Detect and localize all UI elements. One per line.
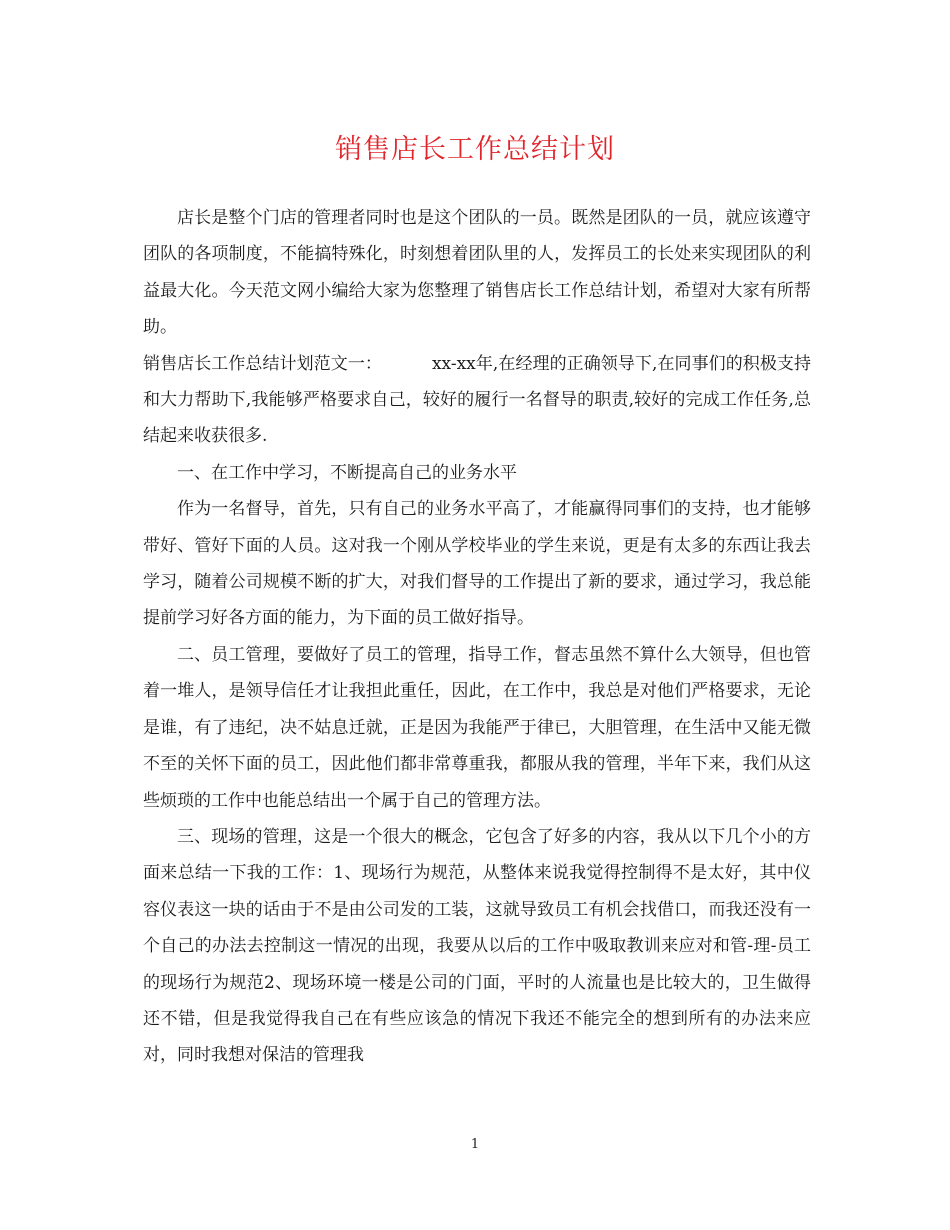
section-1-paragraph: 作为一名督导，首先，只有自己的业务水平高了，才能赢得同事们的支持，也才能够带好、管好下面的人员。这对我一个刚从学校毕业的学生来说，更是有太多的东西让我去学习，随着公司规模不断的扩大，对我们督导的工作提出了新的要求，通过学习，我总能提前学习好各方面的能力，为下面的员工做好指导。	[143, 499, 811, 629]
sample-text: xx-xx年,在经理的正确领导下,在同事们的积极支持和大力帮助下,我能够严格要求自己，较好的履行一名督导的职责,较好的完成工作任务,总结起来收获很多.	[143, 353, 812, 447]
section-heading-1: 一、在工作中学习，不断提高自己的业务水平	[177, 462, 517, 483]
document-body	[143, 200, 811, 1074]
page-number: 1	[470, 1137, 480, 1152]
intro-paragraph: 店长是整个门店的管理者同时也是这个团队的一员。既然是团队的一员，就应该遵守团队的各项制度，不能搞特殊化，时刻想着团队里的人，发挥员工的长处来实现团队的利益最大化。今天范文网小编给大家为您整理了销售店长工作总结计划，希望对大家有所帮助。	[143, 208, 811, 338]
sample-paragraph	[143, 346, 811, 455]
sample-label: 销售店长工作总结计划范文一：	[143, 353, 382, 374]
section-3-paragraph: 三、现场的管理，这是一个很大的概念，它包含了好多的内容，我从以下几个小的方面来总结一下我的工作：1、现场行为规范，从整体来说我觉得控制得不是太好，其中仪容仪表这一块的话由于不是由公司发的工装，这就导致员工有机会找借口，而我还没有一个自己的办法去控制这一情况的出现，我要从以后的工作中吸取教训来应对和管-理-员工的现场行为规范2、现场环境一楼是公司的门面，平时的人流量也是比较大的，卫生做得还不错，但是我觉得我自己在有些应该急的情况下我还不能完全的想到所有的办法来应对，同时我想对保洁的管理我	[143, 826, 811, 1066]
document-title: 销售店长工作总结计划	[335, 134, 615, 165]
section-2-paragraph: 二、员工管理，要做好了员工的管理，指导工作，督志虽然不算什么大领导，但也管着一堆人，是领导信任才让我担此重任，因此，在工作中，我总是对他们严格要求，无论是谁，有了违纪，决不姑息迁就，正是因为我能严于律已，大胆管理，在生活中又能无微不至的关怀下面的员工，因此他们都非常尊重我，都服从我的管理，半年下来，我们从这些烦琐的工作中也能总结出一个属于自己的管理方法。	[143, 644, 811, 811]
